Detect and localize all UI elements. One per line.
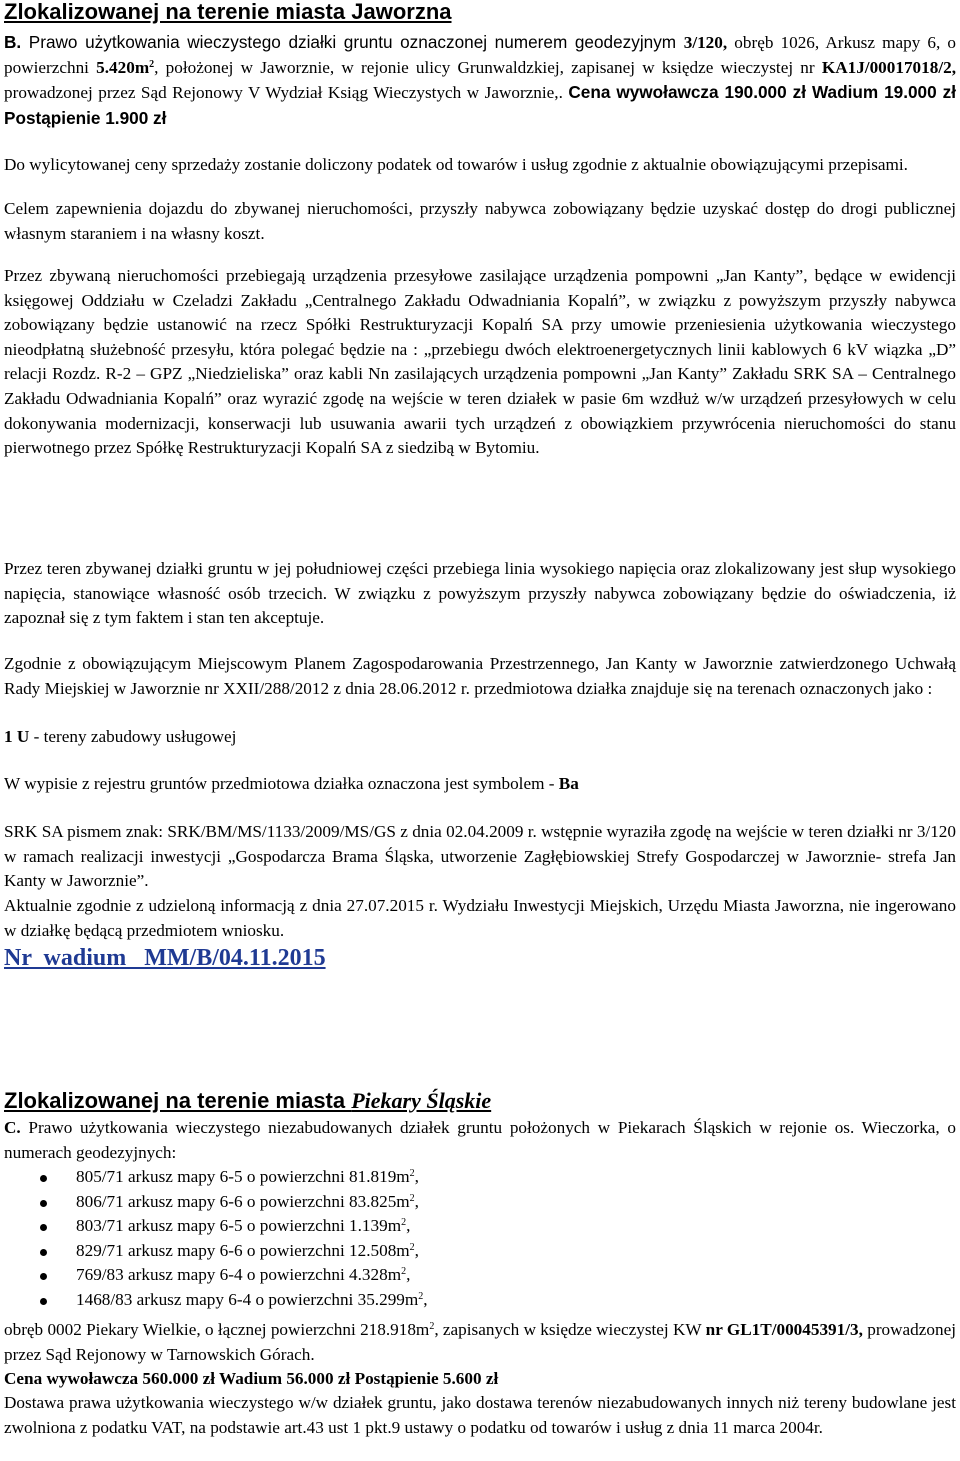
section-c-summary: obręb 0002 Piekary Wielkie, o łącznej powierzchni $218.918m^2$, zapisanych w księdze wieczystej KW nr GL1T/00045391/3, prowadzonej przez Sąd Rejonowy w Tarnowskich Górach. xyxy=(4,1320,956,1364)
section-c-city: Piekary Śląskie xyxy=(351,1088,492,1113)
bullet-icon xyxy=(40,1273,47,1280)
list-item: 769/83 arkusz mapy 6-4 o powierzchni $4.328m^2$, xyxy=(4,1263,956,1288)
access-note: Celem zapewnienia dojazdu do zbywanej nieruchomości, przyszły nabywca zobowiązany będzie uzyskać dostęp do drogi publicznej własnym staraniem i na własny koszt. xyxy=(4,199,956,243)
registry-note: W wypisie z rejestru gruntów przedmiotowa działka oznaczona jest symbolem - Ba xyxy=(4,774,579,793)
price-line-b: Cena wywoławcza 190.000 zł Wadium 19.000 zł Postąpienie 1.900 zł xyxy=(4,82,956,128)
parcel-area: 5.420m xyxy=(96,57,150,77)
bullet-icon xyxy=(40,1175,47,1182)
land-register-number-c: nr GL1T/00045391/3, xyxy=(705,1320,863,1339)
section-b-heading: Zlokalizowanej na terenie miasta Jaworzna xyxy=(4,0,452,24)
list-item: 806/71 arkusz mapy 6-6 o powierzchni $83.825m^2$, xyxy=(4,1190,956,1215)
vat-note: Do wylicytowanej ceny sprzedaży zostanie doliczony podatek od towarów i usług zgodnie z aktualnie obowiązującymi przepisami. xyxy=(4,155,908,174)
power-line-note: Przez teren zbywanej działki gruntu w jej południowej części przebiega linia wysokiego napięcia oraz zlokalizowany jest słup wysokiego napięcia, stanowiące własność osób trzecich. W związku z powyższym przyszły nabywca zobowiązany będzie do oświadczenia, iż zapoznał się z tym faktem i stan ten akceptuje. xyxy=(4,559,956,628)
easement-note: Przez zbywaną nieruchomości przebiegają urządzenia przesyłowe zasilające urządzenia pompowni „Jan Kanty”, będące w ewidencji księgowej Oddziału w Czeladzi Zakładu „Centralnego Zakładu Odwadniania Kopalń”, w związku z powyższym przyszły nabywca zobowiązany będzie ustanowić na rzecz Spółki Restrukturyzacji Kopalń SA przy umowie przeniesienia użytkowania wieczystego nieodpłatną służebność przesyłu, która polegać będzie na : „przebiegu dwóch elektroenergetycznych linii kablowych 6 kV wiązka „D” relacji Rozdz. R-2 – GPZ „Niedzieliska” oraz kabli Nn zasilających urządzenia pompowni „Jan Kanty” Zakładu SRK SA – Centralnego Zakładu Odwadniania Kopalń” oraz wyrazić zgodę na wejście w teren działek w pasie 6m wzdłuż w/w urządzeń przesyłowych w celu dokonywania modernizacji, konserwacji lub usuwania awarii tych urządzeń z obowiązkiem przywrócenia nieruchomości do stanu pierwotnego przez Spółkę Restrukturyzacji Kopalń SA z siedzibą w Bytomiu. xyxy=(4,266,956,458)
zoning-designation: 1 U - tereny zabudowy usługowej xyxy=(4,727,237,746)
zoning-code: 1 U xyxy=(4,727,30,746)
list-item: 1468/83 arkusz mapy 6-4 o powierzchni $35.299m^2$, xyxy=(4,1288,956,1313)
wadium-reference: Nr wadium MM/B/04.11.2015 xyxy=(4,945,326,971)
section-b-label: B. xyxy=(4,32,22,52)
list-item: 829/71 arkusz mapy 6-6 o powierzchni $12.508m^2$, xyxy=(4,1239,956,1264)
info-note: Aktualnie zgodnie z udzieloną informacją z dnia 27.07.2015 r. Wydziału Inwestycji Miejskich, Urzędu Miasta Jaworzna, nie ingerowano w działkę będącą przedmiotem wniosku. xyxy=(4,896,956,940)
land-register-number: KA1J/00017018/2, xyxy=(821,57,956,77)
registry-symbol: Ba xyxy=(558,774,579,793)
section-c-label: C. xyxy=(4,1118,21,1137)
list-item: 803/71 arkusz mapy 6-5 o powierzchni $1.139m^2$, xyxy=(4,1214,956,1239)
vat-exempt-note: Dostawa prawa użytkowania wieczystego w/w działek gruntu, jako dostawa terenów niezabudowanych innych niż tereny budowlane jest zwolniona z podatku VAT, na podstawie art.43 ust 1 pkt.9 ustawy o podatku od towarów i usług z dnia 11 marca 2004r. xyxy=(4,1393,956,1437)
section-b-intro: B. Prawo użytkowania wieczystego działki gruntu oznaczonej numerem geodezyjnym 3/120, obręb 1026, Arkusz mapy 6, o powierzchni $5.420m^2$, położonej w Jaworznie, w rejonie ulicy Grunwaldzkiej, zapisanej w księdze wieczystej nr KA1J/00017018/2, prowadzonej przez Sąd Rejonowy V Wydział Ksiąg Wieczystych w Jaworznie,. Cena wywoławcza 190.000 zł Wadium 19.000 zł Postąpienie 1.900 zł xyxy=(4,32,956,128)
section-c-heading: Zlokalizowanej na terenie miasta Piekary Śląskie xyxy=(4,1088,492,1113)
srk-note: SRK SA pismem znak: SRK/BM/MS/1133/2009/MS/GS z dnia 02.04.2009 r. wstępnie wyraziła zgodę na wejście w teren działki nr 3/120 w ramach realizacji inwestycji „Gospodarcza Brama Śląska, utworzenie Zagłębiowskiej Strefy Gospodarczej w Jaworznie- strefa Jan Kanty w Jaworznie”. xyxy=(4,822,956,891)
list-item: 805/71 arkusz mapy 6-5 o powierzchni $81.819m^2$, xyxy=(4,1165,956,1190)
bullet-icon xyxy=(40,1298,47,1305)
bullet-icon xyxy=(40,1224,47,1231)
price-line-c: Cena wywoławcza 560.000 zł Wadium 56.000 zł Postąpienie 5.600 zł xyxy=(4,1369,499,1388)
bullet-icon xyxy=(40,1249,47,1256)
parcel-number: 3/120, xyxy=(683,33,728,52)
parcel-list xyxy=(4,1165,956,1313)
section-c-intro: C. Prawo użytkowania wieczystego niezabudowanych działek gruntu położonych w Piekarach Śląskich w rejonie os. Wieczorka, o numerach geodezyjnych: xyxy=(4,1118,956,1162)
bullet-icon xyxy=(40,1200,47,1207)
zoning-plan-note: Zgodnie z obowiązującym Miejscowym Planem Zagospodarowania Przestrzennego, Jan Kanty w Jaworznie zatwierdzonego Uchwałą Rady Miejskiej w Jaworznie nr XXII/288/2012 z dnia 28.06.2012 r. przedmiotowa działka znajduje się na terenach oznaczonych jako : xyxy=(4,654,956,698)
